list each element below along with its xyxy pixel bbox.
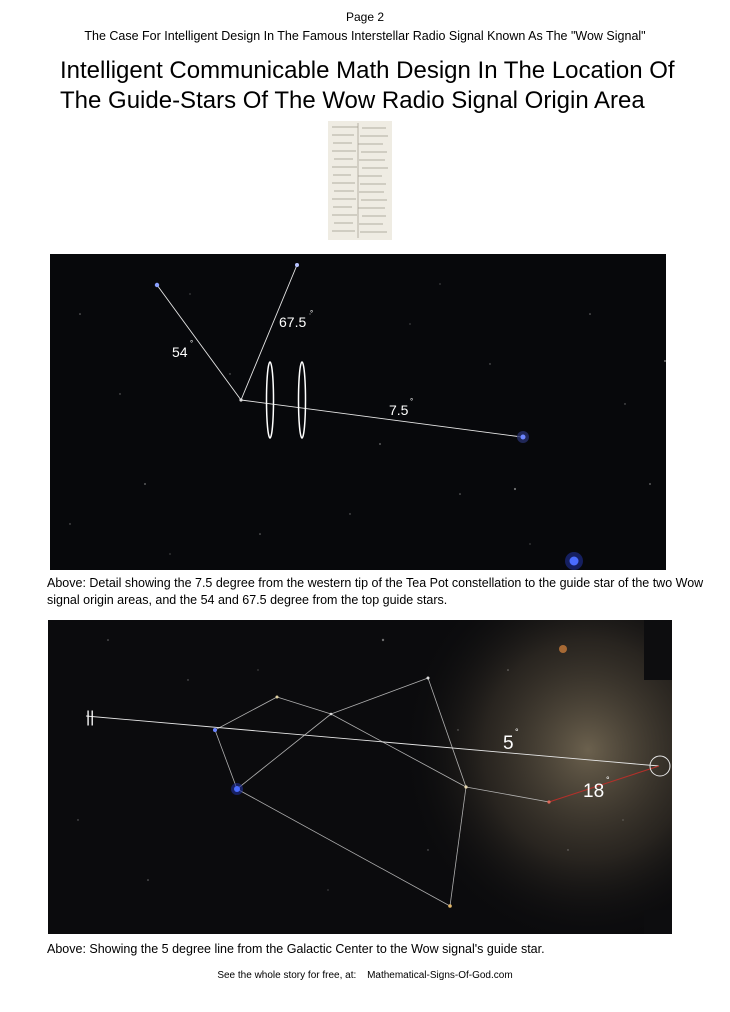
degree-symbol-67-5: ° [310,309,314,318]
handwritten-note-image [328,121,392,240]
teapot-tip-star [239,398,242,401]
handwritten-note-scribbles [328,121,392,240]
dark-patch-bottom-right [644,910,672,934]
dark-patch-top-right [644,620,672,680]
page-title-line-2: The Guide-Stars Of The Wow Radio Signal Origin Area [60,87,645,114]
page-title [60,56,720,116]
bright-blue-star [570,557,579,566]
figure-1-star-map [50,254,666,570]
degree-symbol-18: ° [606,775,610,785]
angle-label-18: 18 [583,781,605,802]
degree-symbol-54: ° [190,339,194,348]
footer [0,970,730,981]
footer-site-link[interactable]: Mathematical-Signs-Of-God.com [367,970,513,981]
top-guide-star [295,263,299,267]
wow-guide-star [234,786,240,792]
angle-label-54: 54 [172,344,188,360]
figure-2-caption: Above: Showing the 5 degree line from the Galactic Center to the Wow signal's guide star. [47,942,545,956]
footer-prompt: See the whole story for free, at: [217,970,357,981]
figure-1-canvas [50,254,666,570]
figure-1-caption: Above: Detail showing the 7.5 degree from the western tip of the Tea Pot constellation to the guide star of the two Wow signal origin areas, and the 54 and 67.5 degree from the top guide stars. [47,576,704,607]
angle-label-7-5: 7.5 [389,402,409,418]
orange-nebula [559,645,567,653]
figure-2-star-map [48,620,672,934]
document-subtitle: The Case For Intelligent Design In The Famous Interstellar Radio Signal Known As The "Wow Signal" [84,29,646,43]
figure-2-canvas [48,620,672,934]
angle-label-5: 5 [503,733,514,754]
double-bar-marker: || [86,709,95,726]
top-left-guide-star [155,283,159,287]
page-title-line-1: Intelligent Communicable Math Design In The Location Of [60,57,675,84]
wow-guide-star [521,435,526,440]
degree-symbol-7-5: ° [410,397,414,406]
angle-label-67-5: 67.5 [279,314,307,330]
page-number: Page 2 [345,10,385,24]
degree-symbol-5: ° [515,727,519,737]
